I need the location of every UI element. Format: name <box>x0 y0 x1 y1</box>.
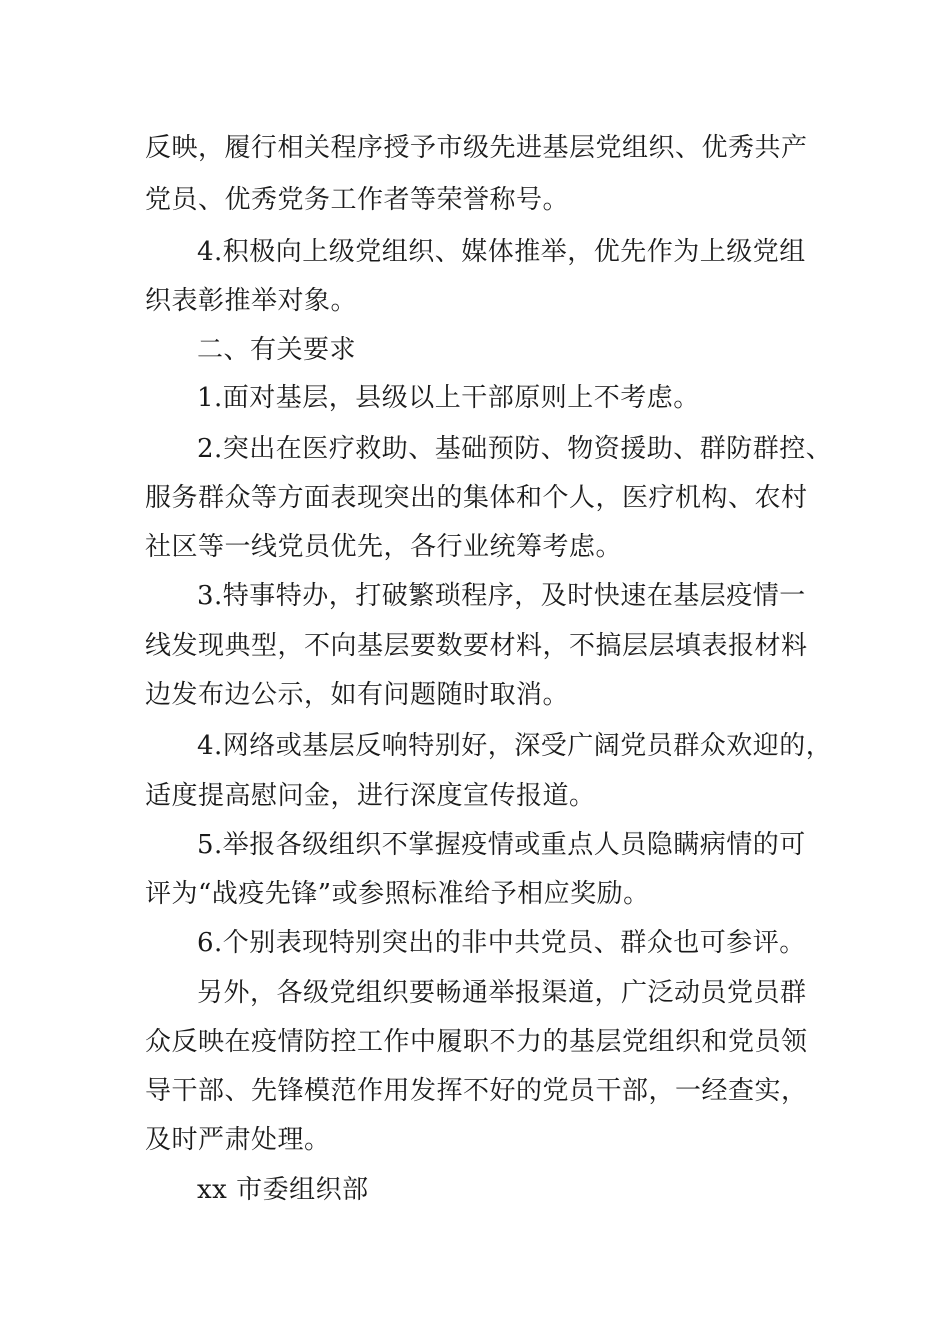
text-line: 服务群众等方面表现突出的集体和个人，医疗机构、农村 <box>145 483 808 513</box>
text-line: 5.举报各级组织不掌握疫情或重点人员隐瞒病情的可 <box>197 830 806 860</box>
text-line: 2.突出在医疗救助、基础预防、物资援助、群防群控、 <box>197 434 833 464</box>
text-line: 适度提高慰问金，进行深度宣传报道。 <box>145 781 596 811</box>
text-line: 3.特事特办，打破繁琐程序，及时快速在基层疫情一 <box>197 581 806 611</box>
text-line: 众反映在疫情防控工作中履职不力的基层党组织和党员领 <box>145 1027 808 1057</box>
text-line: 导干部、先锋模范作用发挥不好的党员干部，一经查实， <box>145 1076 808 1106</box>
section-heading: 二、有关要求 <box>197 335 357 365</box>
text-line: 织表彰推举对象。 <box>145 286 358 316</box>
text-line: 另外，各级党组织要畅通举报渠道，广泛动员党员群 <box>197 978 807 1008</box>
text-line: 4.网络或基层反响特别好，深受广阔党员群众欢迎的， <box>197 731 833 761</box>
text-line: 4.积极向上级党组织、媒体推举，优先作为上级党组 <box>197 237 806 267</box>
text-line: 社区等一线党员优先，各行业统筹考虑。 <box>145 532 623 562</box>
text-line: 反映，履行相关程序授予市级先进基层党组织、优秀共产 <box>145 133 808 163</box>
signature-org: xx 市委组织部 <box>197 1175 369 1205</box>
text-line: 及时严肃处理。 <box>145 1125 331 1155</box>
text-line: 6.个别表现特别突出的非中共党员、群众也可参评。 <box>197 928 806 958</box>
text-line: 线发现典型，不向基层要数要材料，不搞层层填表报材料 <box>145 631 808 661</box>
text-line: 1.面对基层，县级以上干部原则上不考虑。 <box>197 383 700 413</box>
text-line: 党员、优秀党务工作者等荣誉称号。 <box>145 185 570 215</box>
text-line: 评为“战疫先锋”或参照标准给予相应奖励。 <box>145 879 650 909</box>
text-line: 边发布边公示，如有问题随时取消。 <box>145 680 570 710</box>
